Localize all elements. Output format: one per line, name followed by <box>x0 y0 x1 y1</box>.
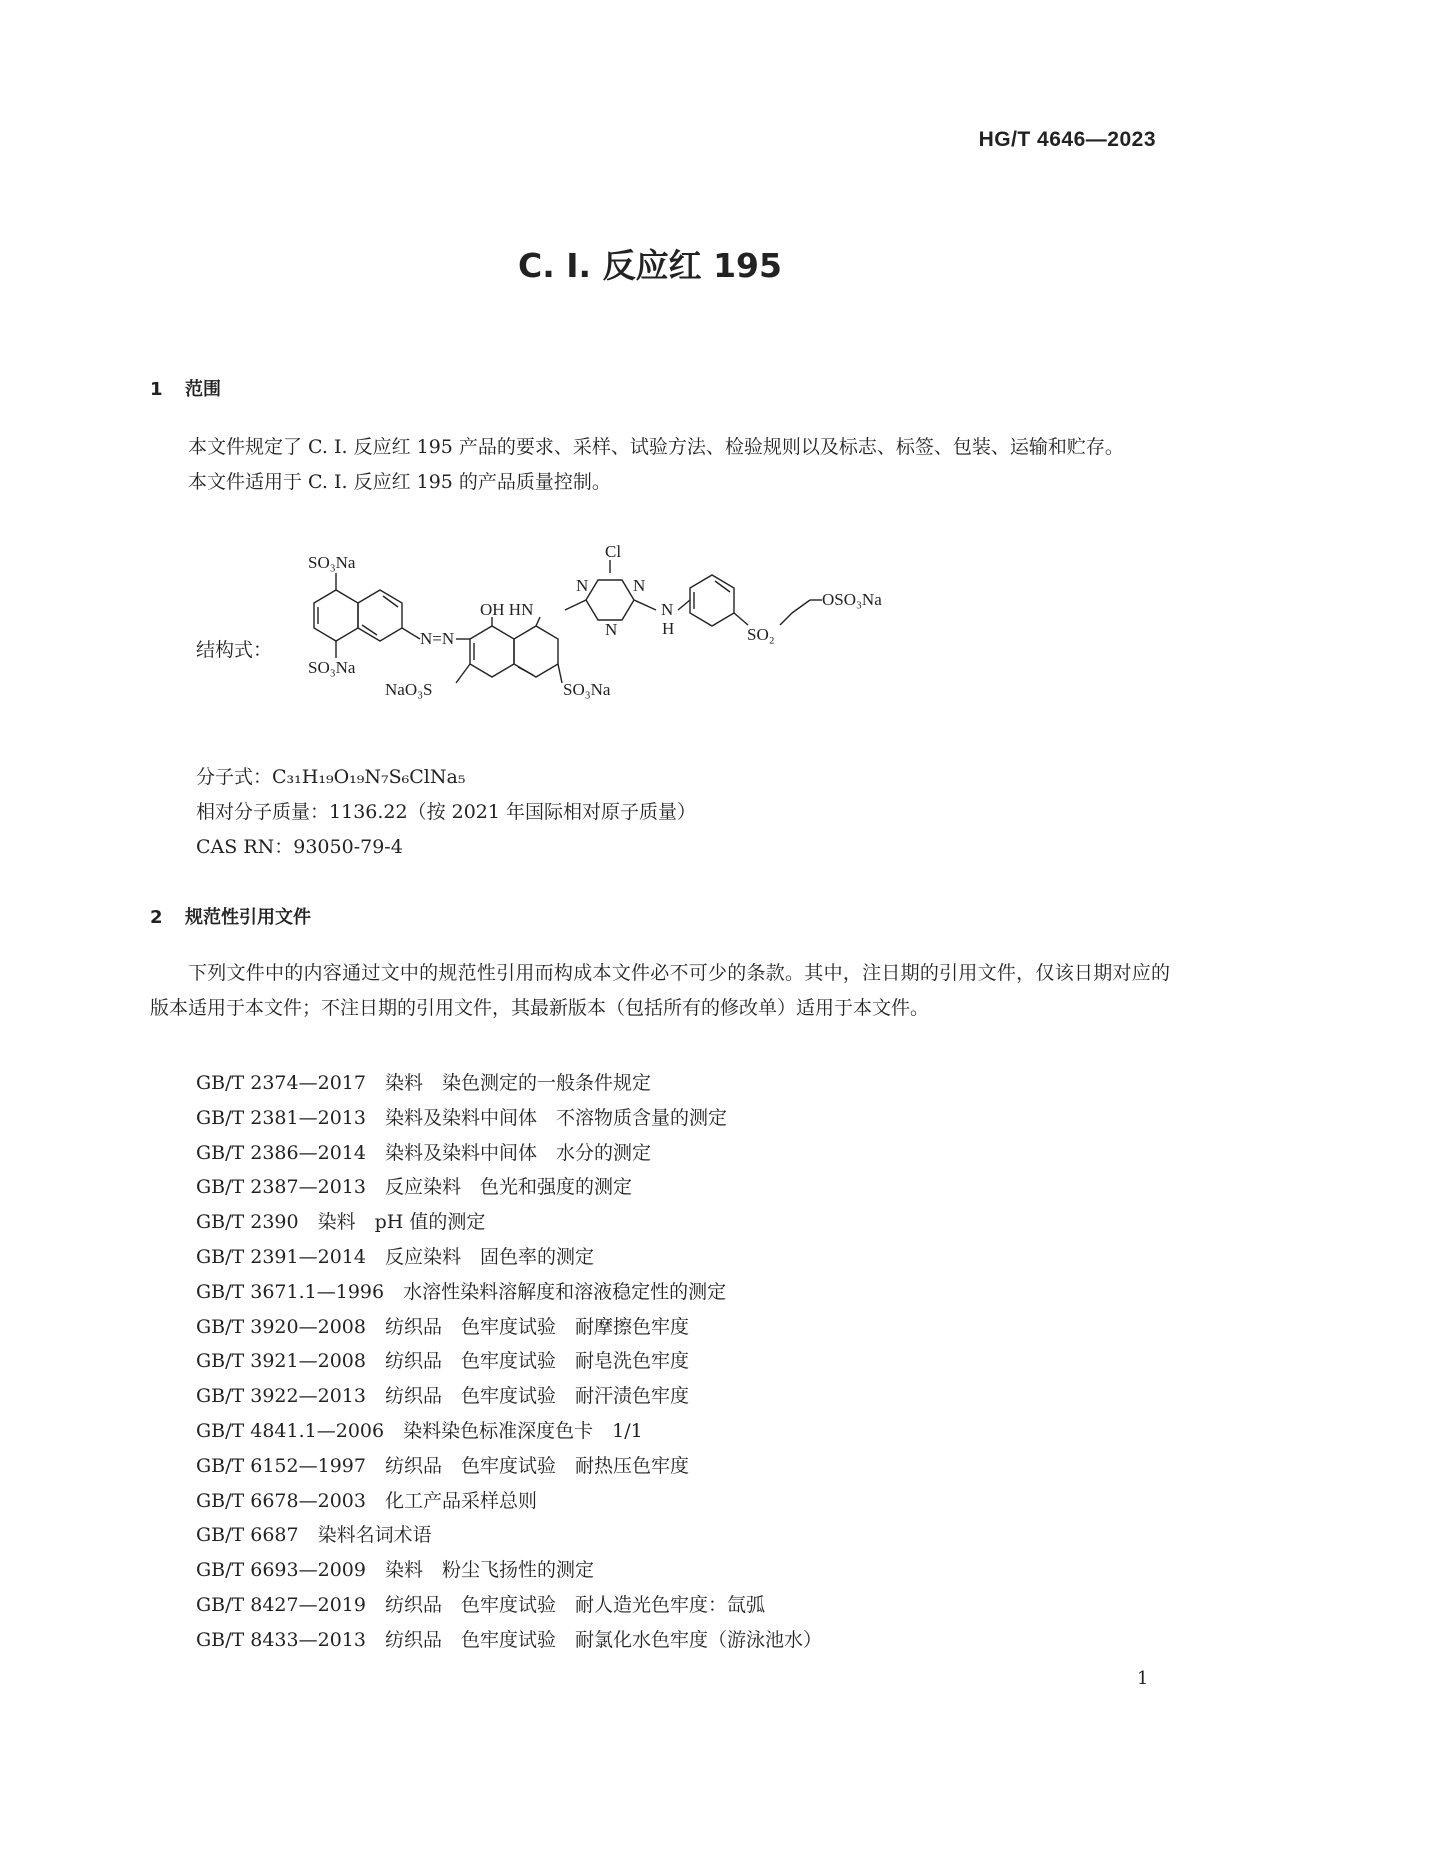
reference-item <box>196 1449 822 1484</box>
section-number: 1 <box>150 379 163 400</box>
reference-title: 水溶性染料溶解度和溶液稳定性的测定 <box>403 1280 727 1303</box>
page-number: 1 <box>1137 1668 1149 1689</box>
reference-code: GB/T 4841.1—2006 <box>196 1419 385 1442</box>
reference-title: 纺织品 色牢度试验 耐汗渍色牢度 <box>384 1385 689 1408</box>
formula-value: C₃₁H₁₉O₁₉N₇S₆ClNa₅ <box>272 766 466 788</box>
reference-title: 纺织品 色牢度试验 耐摩擦色牢度 <box>384 1315 689 1338</box>
reference-title: 纺织品 色牢度试验 耐人造光色牢度：氙弧 <box>384 1593 765 1616</box>
page-title: C. I. 反应红 195 <box>518 246 782 285</box>
reference-code: GB/T 2387—2013 <box>196 1176 366 1199</box>
reference-item <box>196 1310 822 1345</box>
reference-item <box>196 1101 822 1136</box>
section-1-heading <box>150 375 221 401</box>
amine-n-label: N <box>661 600 674 619</box>
reference-title: 反应染料 色光和强度的测定 <box>384 1176 632 1199</box>
reference-item <box>196 1553 822 1588</box>
reference-item <box>196 1136 822 1171</box>
section-number: 2 <box>150 907 163 928</box>
section-2-intro <box>150 956 1170 1026</box>
mass-value: 1136.22（按 2021 年国际相对原子质量） <box>329 801 697 823</box>
reference-item <box>196 1344 822 1379</box>
reference-item <box>196 1518 822 1553</box>
reference-title: 染料 染色测定的一般条件规定 <box>384 1072 651 1094</box>
reference-title: 染料及染料中间体 不溶物质含量的测定 <box>384 1106 727 1129</box>
reference-item <box>196 1170 822 1205</box>
reference-code: GB/T 2390 <box>196 1211 299 1234</box>
reference-code: GB/T 3922—2013 <box>196 1385 366 1408</box>
section-title: 规范性引用文件 <box>185 907 311 928</box>
reference-code: GB/T 3921—2008 <box>196 1350 366 1373</box>
reference-code: GB/T 8433—2013 <box>196 1628 366 1651</box>
section-2-heading <box>150 903 311 929</box>
azo-label: N=N <box>420 629 455 648</box>
reference-code: GB/T 6678—2003 <box>196 1489 366 1512</box>
reference-title: 染料 粉尘飞扬性的测定 <box>384 1559 594 1582</box>
molecular-mass-row <box>196 795 696 830</box>
reference-item <box>196 1484 822 1519</box>
applicability-paragraph: 本文件适用于 C. I. 反应红 195 的产品质量控制。 <box>188 471 611 493</box>
standard-code: HG/T 4646—2023 <box>978 128 1156 151</box>
reference-code: GB/T 3920—2008 <box>196 1315 366 1338</box>
amine-h-label: H <box>662 619 675 638</box>
reference-code: GB/T 3671.1—1996 <box>196 1280 385 1303</box>
cas-row <box>196 830 696 865</box>
triazine-n-left: N <box>576 576 589 595</box>
reference-code: GB/T 6693—2009 <box>196 1559 366 1582</box>
reference-code: GB/T 8427—2019 <box>196 1593 366 1616</box>
nao3s-label: NaO₃S <box>385 680 433 699</box>
cas-value: 93050-79-4 <box>293 836 403 858</box>
scope-paragraph: 本文件规定了 C. I. 反应红 195 产品的要求、采样、试验方法、检验规则以及标志、标签、包装、运输和贮存。 <box>188 436 1124 458</box>
so3na-top-label: SO₃Na <box>308 553 356 572</box>
compound-metadata <box>196 760 696 865</box>
reference-item <box>196 1205 822 1240</box>
formula-label: 分子式： <box>196 766 273 788</box>
normative-references-list <box>196 1066 822 1658</box>
oso3na-label: OSO₃Na <box>822 590 882 609</box>
reference-item <box>196 1379 822 1414</box>
reference-code: GB/T 2374—2017 <box>196 1072 366 1094</box>
structure-label: 结构式： <box>196 639 273 661</box>
triazine-n-bottom: N <box>605 620 618 639</box>
reference-title: 纺织品 色牢度试验 耐皂洗色牢度 <box>384 1350 689 1373</box>
cas-label: CAS RN： <box>196 836 294 858</box>
triazine-n-right: N <box>633 576 646 595</box>
chlorine-label: Cl <box>605 542 622 561</box>
references-intro-paragraph: 下列文件中的内容通过文中的规范性引用而构成本文件必不可少的条款。其中，注日期的引用文件，仅该日期对应的版本适用于本文件；不注日期的引用文件，其最新版本（包括所有的修改单）适用于本文件。 <box>150 962 1170 1019</box>
reference-title: 化工产品采样总则 <box>384 1489 537 1512</box>
reference-code: GB/T 6687 <box>196 1524 299 1547</box>
mass-label: 相对分子质量： <box>196 801 330 823</box>
reference-item <box>196 1623 822 1658</box>
oh-hn-label: OH HN <box>480 600 534 619</box>
reference-code: GB/T 2391—2014 <box>196 1245 366 1268</box>
reference-title: 纺织品 色牢度试验 耐热压色牢度 <box>384 1454 689 1477</box>
reference-item <box>196 1414 822 1449</box>
so3na-mid-label: SO₃Na <box>308 658 356 677</box>
reference-title: 染料名词术语 <box>317 1524 432 1547</box>
molecular-formula-row <box>196 760 696 795</box>
reference-title: 纺织品 色牢度试验 耐氯化水色牢度（游泳池水） <box>384 1628 822 1651</box>
reference-title: 染料及染料中间体 水分的测定 <box>384 1141 651 1164</box>
section-title: 范围 <box>185 379 221 400</box>
reference-code: GB/T 6152—1997 <box>196 1454 366 1477</box>
reference-title: 染料 pH 值的测定 <box>317 1211 486 1234</box>
reference-title: 反应染料 固色率的测定 <box>384 1245 594 1268</box>
so3na-bottom-label: SO₃Na <box>563 680 611 699</box>
reference-item <box>196 1066 822 1101</box>
sulfonyl-label: SO₂ <box>747 625 775 644</box>
reference-code: GB/T 2386—2014 <box>196 1141 366 1164</box>
section-1-body <box>150 430 1170 500</box>
reference-item <box>196 1275 822 1310</box>
reference-code: GB/T 2381—2013 <box>196 1106 366 1129</box>
reference-item <box>196 1588 822 1623</box>
reference-title: 染料染色标准深度色卡 1/1 <box>403 1419 643 1442</box>
reference-item <box>196 1240 822 1275</box>
structural-formula <box>280 542 900 755</box>
